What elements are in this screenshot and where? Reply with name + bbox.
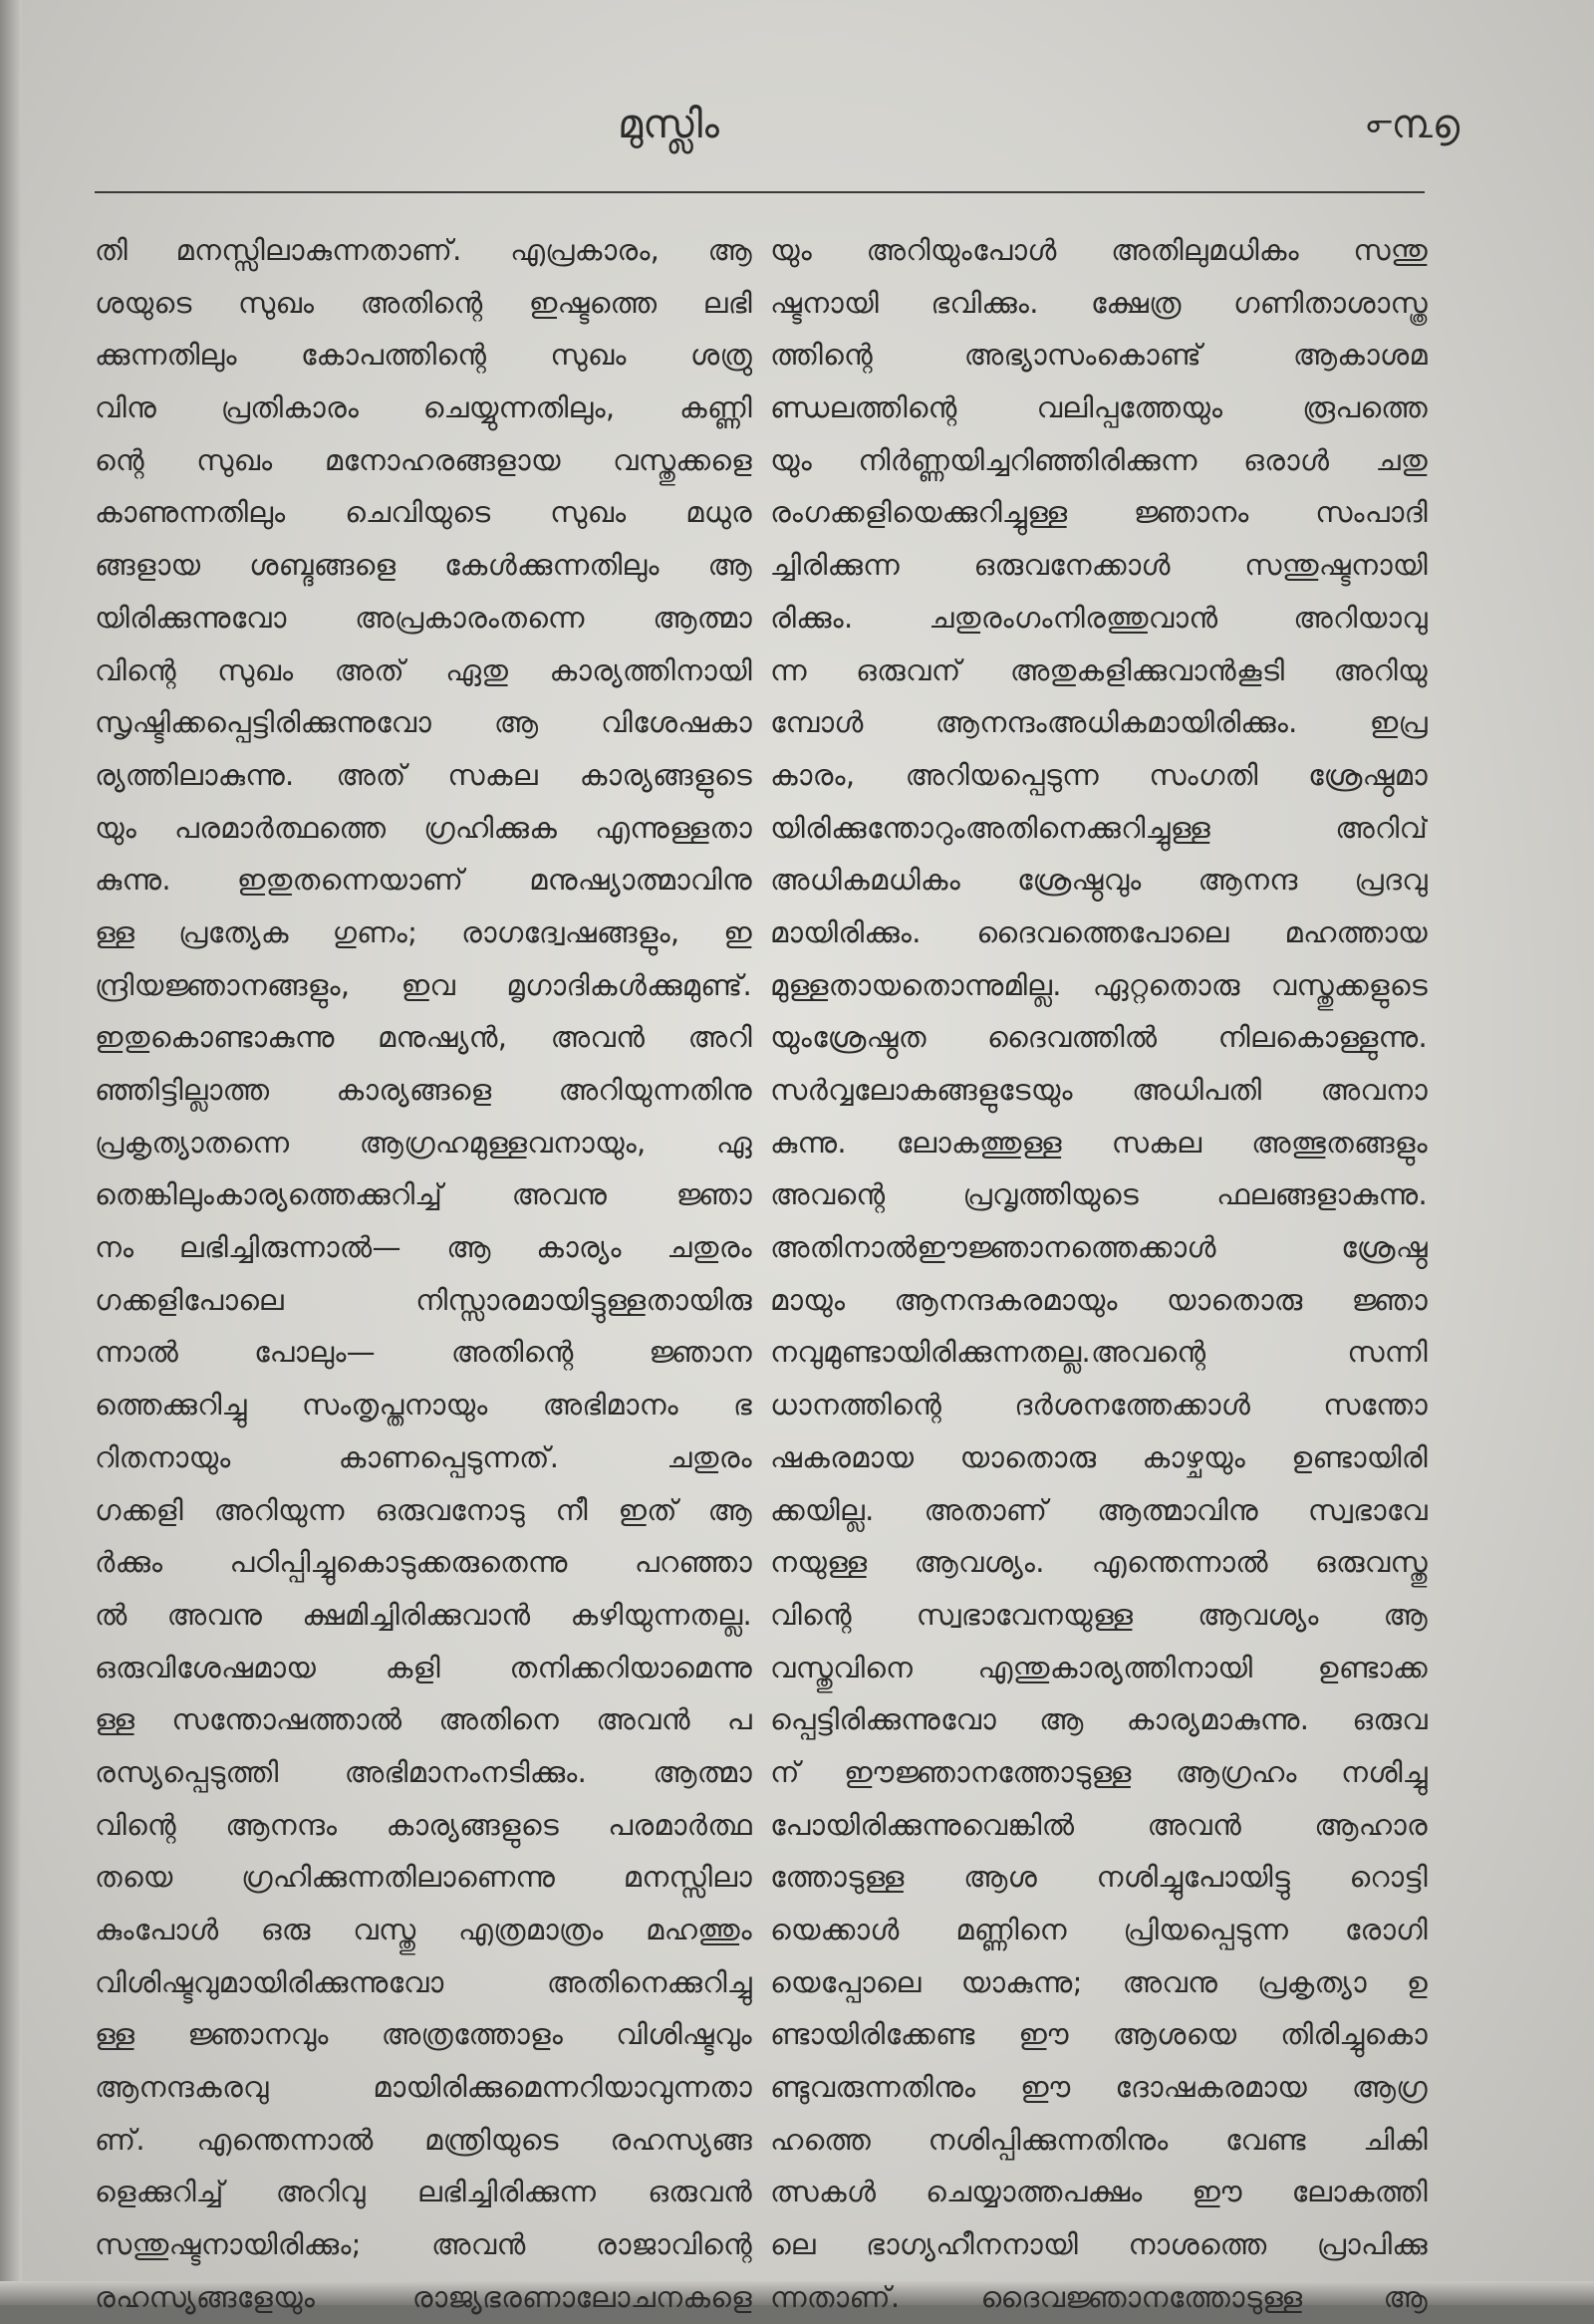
text-line: ത്തിന്റെ അഭ്യാസംകൊണ്ട് ആകാശമ — [770, 338, 1428, 373]
text-line: സന്തുഷ്ടനായിരിക്കും; അവൻ രാജാവിന്റെ — [95, 2227, 752, 2262]
text-line: വിന്റെ സുഖം അത് ഏതു കാര്യത്തിനായി — [95, 652, 752, 687]
text-line: ഷ്ടനായി ഭവിക്കും. ക്ഷേത്ര ഗണിതാശാസ്ത്ര — [770, 285, 1428, 320]
text-line: ന്നാൽ പോലും— അതിന്റെ ജ്ഞാന — [95, 1335, 752, 1370]
text-line: ള്ള പ്രത്യേക ഗുണം; രാഗദ്വേഷങ്ങളും, ഇ — [95, 914, 752, 949]
text-line: മ്പോൾ ആനന്ദംഅധികമായിരിക്കും. ഇപ്ര — [770, 705, 1428, 740]
text-line: തി മനസ്സിലാകുന്നതാണ്. എപ്രകാരം, ആ — [95, 233, 752, 267]
text-line: പ്രകൃത്യാതന്നെ ആഗ്രഹമുള്ളവനായും, ഏ — [95, 1125, 752, 1160]
text-line: കുന്നു. ഇതുതന്നെയാണ് മനുഷ്യാത്മാവിനു — [95, 863, 752, 898]
text-line: ന്ന ഒരുവന് അതുകളിക്കുവാൻകൂടി അറിയു — [770, 652, 1428, 687]
text-line: യിരിക്കുന്നുവോ അപ്രകാരംതന്നെ ആത്മാ — [95, 600, 752, 635]
text-line: പോയിരിക്കുന്നുവെങ്കിൽ അവൻ ആഹാര — [770, 1807, 1428, 1842]
text-line: യും പരമാർത്ഥത്തെ ഗ്രഹിക്കുക എന്നുള്ളതാ — [95, 810, 752, 845]
text-line: യും അറിയുംപോൾ അതിലുമധികം സന്തു — [770, 233, 1428, 267]
text-line: രംഗക്കളിയെക്കുറിച്ചുള്ള ജ്ഞാനം സംപാദി — [770, 495, 1428, 530]
text-line: പ്പെട്ടിരിക്കുന്നുവോ ആ കാര്യമാകുന്നു. ഒരുവ — [770, 1702, 1428, 1737]
text-line: ധാനത്തിന്റെ ദർശനത്തേക്കാൾ സന്തോ — [770, 1388, 1428, 1422]
text-line: ണ്. എന്തെന്നാൽ മന്ത്രിയുടെ രഹസ്യങ്ങ — [95, 2122, 752, 2157]
text-line: സൃഷ്ടിക്കപ്പെട്ടിരിക്കുന്നുവോ ആ വിശേഷകാ — [95, 705, 752, 740]
text-line: ര്യത്തിലാകുന്നു. അത് സകല കാര്യങ്ങളുടെ — [95, 757, 752, 792]
text-line: ഒരുവിശേഷമായ കളി തനിക്കറിയാമെന്നു — [95, 1650, 752, 1684]
text-line: അതിനാൽഈജ്ഞാനത്തെക്കാൾ ശ്രേഷ്ഠ — [770, 1230, 1428, 1265]
text-line: ക്കയില്ല. അതാണ് ആത്മാവിനു സ്വഭാവേ — [770, 1492, 1428, 1527]
text-line: ളെക്കുറിച്ച് അറിവു ലഭിച്ചിരിക്കുന്ന ഒരുവൻ — [95, 2175, 752, 2209]
page-number: ൳൩൭ — [1365, 102, 1461, 147]
text-line: വിന്റെ ആനന്ദം കാര്യങ്ങളുടെ പരമാർത്ഥ — [95, 1807, 752, 1842]
text-column-right — [770, 224, 1428, 2324]
page-left-shadow — [0, 0, 22, 2305]
text-line: ത്സകൾ ചെയ്യാത്തപക്ഷം ഈ ലോകത്തി — [770, 2175, 1428, 2209]
text-line: ഷകരമായ യാതൊരു കാഴ്ചയും ഉണ്ടായിരി — [770, 1439, 1428, 1474]
text-line: അധികമധികം ശ്രേഷ്ഠവും ആനന്ദ പ്രദവു — [770, 863, 1428, 898]
text-line: ലെ ഭാഗ്യഹീനനായി നാശത്തെ പ്രാപിക്കു — [770, 2227, 1428, 2262]
text-line: മായിരിക്കും. ദൈവത്തെപോലെ മഹത്തായ — [770, 914, 1428, 949]
text-line: ണ്ടായിരിക്കേണ്ട ഈ ആശയെ തിരിച്ചുകൊ — [770, 2017, 1428, 2052]
text-line: ന് ഈജ്ഞാനത്തോടുള്ള ആഗ്രഹം നശിച്ചു — [770, 1754, 1428, 1789]
text-line: അവന്റെ പ്രവൃത്തിയുടെ ഫലങ്ങളാകുന്നു. — [770, 1177, 1428, 1212]
text-line: ണ്ടുവരുന്നതിനും ഈ ദോഷകരമായ ആഗ്ര — [770, 2070, 1428, 2105]
text-line: ന്ദ്രിയജ്ഞാനങ്ങളും, ഇവ മൃഗാദികൾക്കുമുണ്ട്. — [95, 967, 752, 1002]
text-line: വിശിഷ്ടവുമായിരിക്കുന്നുവോ അതിനെക്കുറിച്ചു — [95, 1964, 752, 1999]
text-line: മുള്ളതായതൊന്നുമില്ല. ഏറ്റതൊരു വസ്തുക്കളുടെ — [770, 967, 1428, 1002]
text-line: യുംശ്രേഷ്ഠത ദൈവത്തിൽ നിലകൊള്ളുന്നു. — [770, 1020, 1428, 1055]
header-divider-rule — [95, 191, 1425, 193]
text-line: കാണുന്നതിലും ചെവിയുടെ സുഖം മധുര — [95, 495, 752, 530]
text-line: ത്തെക്കുറിച്ചു സംതൃപ്തനായും അഭിമാനം ഭ — [95, 1388, 752, 1422]
text-line: കാരം, അറിയപ്പെടുന്ന സംഗതി ശ്രേഷ്ഠമാ — [770, 757, 1428, 792]
text-line: യിരിക്കുന്തോറുംഅതിനെക്കുറിച്ചുള്ള അറിവ് — [770, 810, 1428, 845]
text-line: തയെ ഗ്രഹിക്കുന്നതിലാണെന്നു മനസ്സിലാ — [95, 1860, 752, 1895]
text-line: രിക്കും. ചതുരംഗംനിരത്തുവാൻ അറിയാവു — [770, 600, 1428, 635]
text-line: റിതനായും കാണപ്പെടുന്നത്. ചതുരം — [95, 1439, 752, 1474]
text-line: സർവ്വലോകങ്ങളുടേയും അധിപതി അവനാ — [770, 1073, 1428, 1107]
running-header-title: മുസ്ലിം — [618, 102, 719, 147]
text-line: നവുമുണ്ടായിരിക്കുന്നതല്ല.അവന്റെ സന്നി — [770, 1335, 1428, 1370]
text-line: ഇതുകൊണ്ടാകുന്നു മനുഷ്യൻ, അവൻ അറി — [95, 1020, 752, 1055]
text-line: ന്റെ സുഖം മനോഹരങ്ങളായ വസ്തുക്കളെ — [95, 442, 752, 477]
text-line: ള്ള ജ്ഞാനവും അത്രത്തോളം വിശിഷ്ടവും — [95, 2017, 752, 2052]
text-line: തെങ്കിലുംകാര്യത്തെക്കുറിച്ച് അവനു ജ്ഞാ — [95, 1177, 752, 1212]
text-line: ഹത്തെ നശിപ്പിക്കുന്നതിനും വേണ്ട ചികി — [770, 2122, 1428, 2157]
text-line: ഗക്കളിപോലെ നിസ്സാരമായിട്ടുള്ളതായിരു — [95, 1282, 752, 1317]
text-line: രസ്യപ്പെടുത്തി അഭിമാനംനടിക്കും. ആത്മാ — [95, 1754, 752, 1789]
text-line: ങ്ങളായ ശബ്ദങ്ങളെ കേൾക്കുന്നതിലും ആ — [95, 548, 752, 583]
text-line: ൽ അവനു ക്ഷമിച്ചിരിക്കുവാൻ കഴിയുന്നതല്ല. — [95, 1597, 752, 1632]
text-line: ച്ചിരിക്കുന്ന ഒരുവനേക്കാൾ സന്തുഷ്ടനായി — [770, 548, 1428, 583]
text-line: വസ്തുവിനെ എന്തുകാര്യത്തിനായി ഉണ്ടാക്ക — [770, 1650, 1428, 1684]
text-column-left — [95, 224, 752, 2324]
text-line: വിനു പ്രതികാരം ചെയ്യുന്നതിലും, കണ്ണി — [95, 390, 752, 425]
text-line: യെപ്പോലെ യാകുന്നു; അവനു പ്രകൃത്യാ ഉ — [770, 1964, 1428, 1999]
text-line: മായും ആനന്ദകരമായും യാതൊരു ജ്ഞാ — [770, 1282, 1428, 1317]
text-line: ള്ള സന്തോഷത്താൽ അതിനെ അവൻ പ — [95, 1702, 752, 1737]
text-line: ന്നതാണ്. ദൈവജ്ഞാനത്തോടുള്ള ആ — [770, 2279, 1428, 2314]
text-line: ർക്കും പഠിപ്പിച്ചുകൊടുക്കരുതെന്നു പറഞ്ഞാ — [95, 1545, 752, 1580]
text-line: കുന്നു. ലോകത്തുള്ള സകല അത്ഭുതങ്ങളും — [770, 1125, 1428, 1160]
text-line: വിന്റെ സ്വഭാവേനയുള്ള ആവശ്യം ആ — [770, 1597, 1428, 1632]
text-line: ത്തോടുള്ള ആശ നശിച്ചുപോയിട്ടു റൊട്ടി — [770, 1860, 1428, 1895]
text-line: ണ്ഡലത്തിന്റെ വലിപ്പത്തേയും രൂപത്തെ — [770, 390, 1428, 425]
text-line: രഹസ്യങ്ങളേയും രാജ്യഭരണാലോചനകളെ — [95, 2279, 752, 2314]
text-line: നം ലഭിച്ചിരുന്നാൽ— ആ കാര്യം ചതുരം — [95, 1230, 752, 1265]
text-line: ക്കുന്നതിലും കോപത്തിന്റെ സുഖം ശത്രു — [95, 338, 752, 373]
text-line: ഞ്ഞിട്ടില്ലാത്ത കാര്യങ്ങളെ അറിയുന്നതിനു — [95, 1073, 752, 1107]
text-line: കുംപോൾ ഒരു വസ്തു എത്രമാത്രം മഹത്തും — [95, 1913, 752, 1946]
text-line: നയുള്ള ആവശ്യം. എന്തെന്നാൽ ഒരുവസ്തു — [770, 1545, 1428, 1580]
text-line: ഗക്കളി അറിയുന്ന ഒരുവനോടു നീ ഇത് ആ — [95, 1492, 752, 1527]
text-line: യും നിർണ്ണയിച്ചറിഞ്ഞിരിക്കുന്ന ഒരാൾ ചതു — [770, 442, 1428, 477]
text-line: ആനന്ദകരവു മായിരിക്കുമെന്നറിയാവുന്നതാ — [95, 2070, 752, 2105]
text-line: യെക്കാൾ മണ്ണിനെ പ്രിയപ്പെടുന്ന രോഗി — [770, 1913, 1428, 1946]
text-line: ശയുടെ സുഖം അതിന്റെ ഇഷ്ടത്തെ ലഭി — [95, 285, 752, 320]
